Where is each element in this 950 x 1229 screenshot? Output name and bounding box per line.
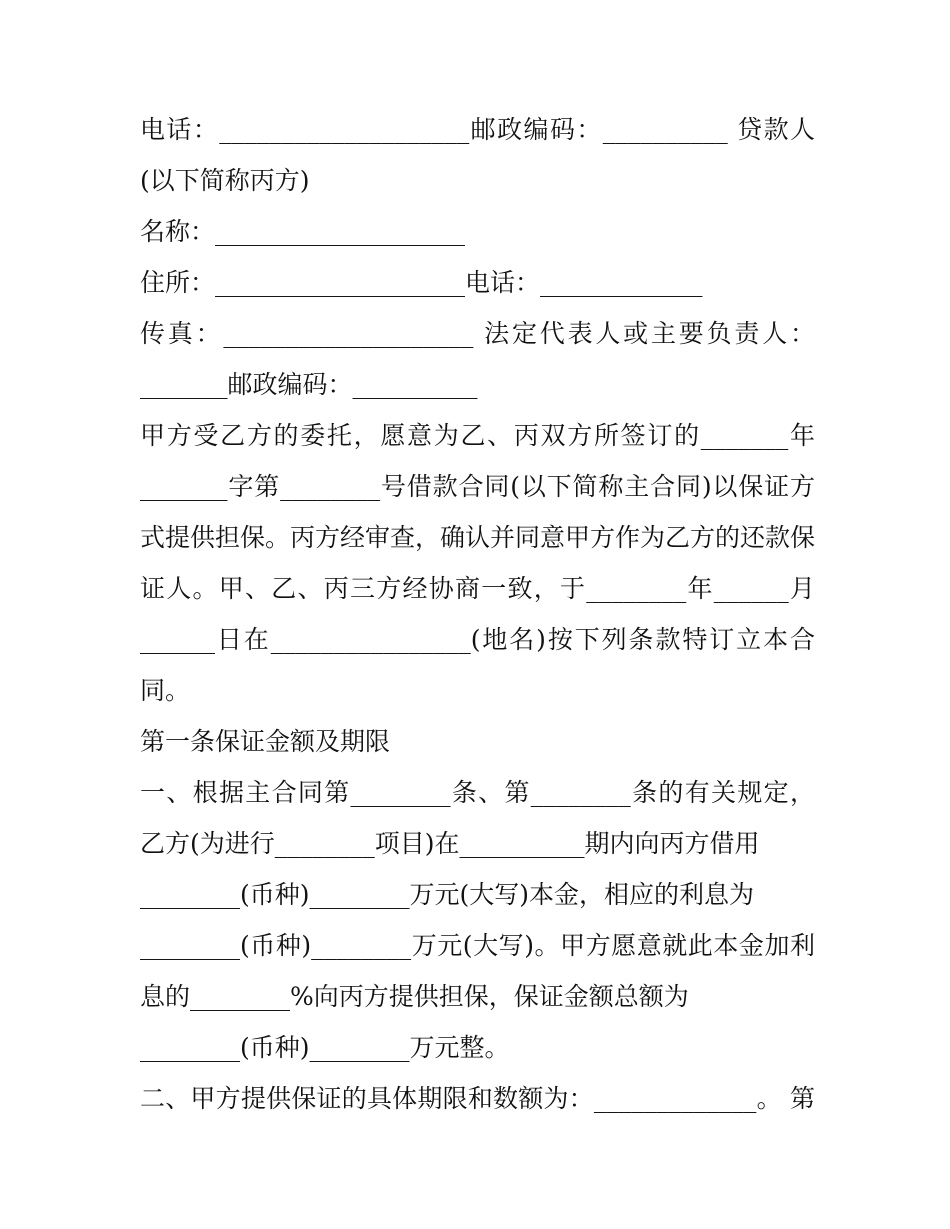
paragraph-line-4: 证人。甲、乙、丙三方经协商一致，于________年______月 bbox=[140, 574, 815, 603]
article-1-item-1-line-2: 乙方(为进行________项目)在__________期内向丙方借用 bbox=[140, 829, 760, 858]
article-1-item-2-line-1: 二、甲方提供保证的具体期限和数额为：_____________。 第 bbox=[140, 1084, 815, 1113]
line-fax-representative: 传真：____________________ 法定代表人或主要负责人： bbox=[140, 319, 815, 348]
article-1-item-1-line-6: ________(币种)________万元整。 bbox=[140, 1033, 510, 1062]
paragraph-line-3: 式提供担保。丙方经审查，确认并同意甲方作为乙方的还款保 bbox=[140, 523, 815, 552]
line-phone-postcode-lender: 电话：____________________邮政编码：__________ 贷款人 bbox=[140, 115, 815, 144]
line-name: 名称：____________________ bbox=[140, 217, 466, 246]
paragraph-line-5: ______日在________________(地名)按下列条款特订立本合 bbox=[140, 625, 815, 654]
paragraph-line-2: _______字第________号借款合同(以下简称主合同)以保证方 bbox=[140, 472, 815, 501]
contract-text bbox=[140, 104, 815, 1124]
article-1-heading: 第一条保证金额及期限 bbox=[140, 727, 391, 756]
article-1-item-1-line-1: 一、根据主合同第________条、第________条的有关规定， bbox=[140, 778, 815, 807]
line-address-phone: 住所：____________________电话：_____________ bbox=[140, 268, 703, 297]
line-party-c-abbrev: (以下简称丙方) bbox=[140, 166, 310, 195]
paragraph-line-6: 同。 bbox=[140, 676, 191, 705]
paragraph-line-1: 甲方受乙方的委托，愿意为乙、丙双方所签订的_______年 bbox=[140, 421, 815, 450]
article-1-item-1-line-3: ________(币种)________万元(大写)本金，相应的利息为 bbox=[140, 880, 755, 909]
line-postcode: _______邮政编码：__________ bbox=[140, 370, 478, 399]
article-1-item-1-line-5: 息的________%向丙方提供担保，保证金额总额为 bbox=[140, 982, 689, 1011]
article-1-item-1-line-4: ________(币种)________万元(大写)。甲方愿意就此本金加利 bbox=[140, 931, 815, 960]
